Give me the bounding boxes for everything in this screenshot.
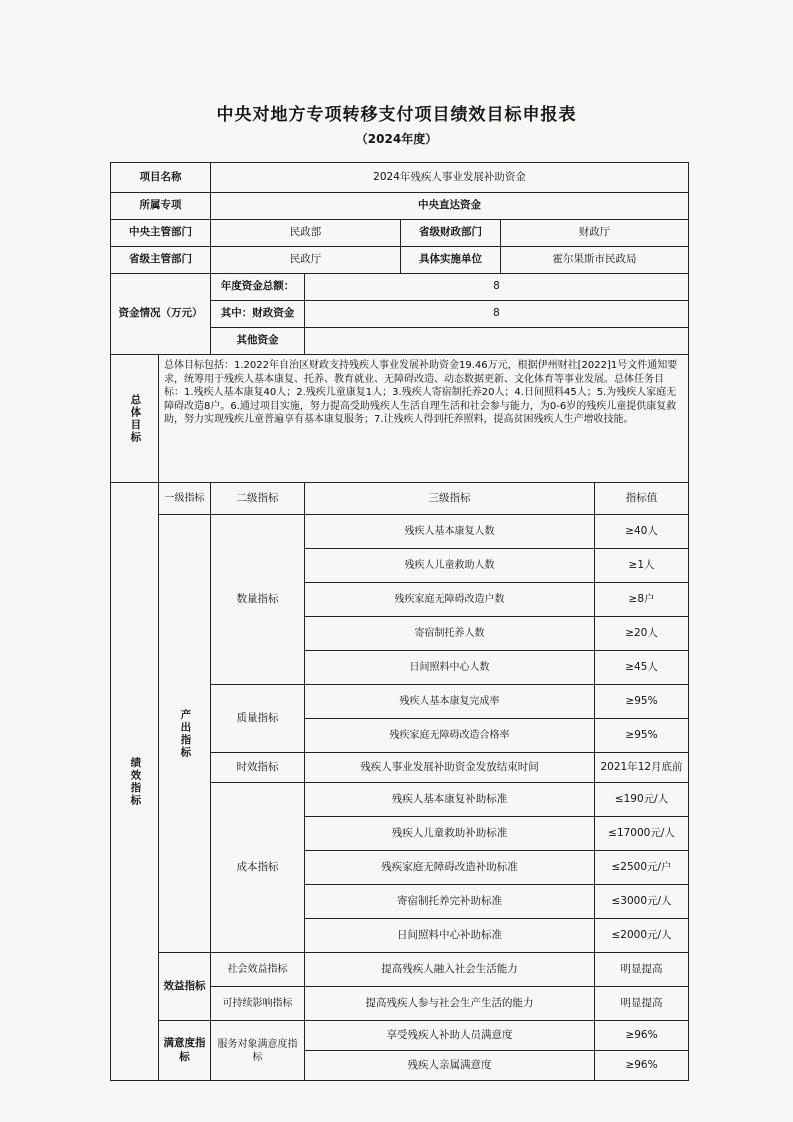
goal-label: 总体目标 <box>111 355 159 483</box>
indicator-name: 提高残疾人参与社会生产生活的能力 <box>305 987 595 1021</box>
indicators-label: 绩效指标 <box>111 483 159 1081</box>
central-dept-value: 民政部 <box>211 220 401 247</box>
table-row <box>111 515 689 549</box>
indicator-value: ≥96% <box>595 1021 689 1051</box>
funds-fiscal-label: 其中：财政资金 <box>211 301 305 328</box>
project-name-value: 2024年残疾人事业发展补助资金 <box>211 163 689 193</box>
indicator-name: 残疾家庭无障碍改造户数 <box>305 583 595 617</box>
indicator-value: 明显提高 <box>595 953 689 987</box>
goal-text: 总体目标包括：1.2022年自治区财政支持残疾人事业发展补助资金19.46万元，根据伊州财社[2022]1号文件通知要求，统筹用于残疾人基本康复、托养、教育就业、无障碍改造、动态数据更新、文化体育等事业发展。总体任务目标：1.残疾人基本康复40人；2.残疾儿童康复1人；3.残疾人寄宿制托养20人；4.日间照料45人；5.为残疾人家庭无障碍改造8户。6.通过项目实施，努力提高受助残疾人生活自理生活和社会参与能力，为0-6岁的残疾儿童提供康复救助，努力实现残疾儿童普遍享有基本康复服务；7.让残疾人得到托养照料，提高贫困残疾人生产增收技能。 <box>159 355 689 483</box>
indicator-name: 残疾人基本康复补助标准 <box>305 783 595 817</box>
quality-label: 质量指标 <box>211 685 305 753</box>
timeliness-label: 时效指标 <box>211 753 305 783</box>
indicator-name: 残疾家庭无障碍改造合格率 <box>305 719 595 753</box>
quantity-label: 数量指标 <box>211 515 305 685</box>
indicator-name: 寄宿制托养人数 <box>305 617 595 651</box>
funds-other-label: 其他资金 <box>211 328 305 355</box>
performance-target-table <box>110 162 689 1081</box>
central-dept-label: 中央主管部门 <box>111 220 211 247</box>
indicator-value: ≥40人 <box>595 515 689 549</box>
funds-other-value <box>305 328 689 355</box>
table-row <box>111 1021 689 1051</box>
row-special <box>111 193 689 220</box>
project-name-label: 项目名称 <box>111 163 211 193</box>
satisfaction-label: 满意度指标 <box>159 1021 211 1081</box>
row-funds-total <box>111 274 689 301</box>
indicator-name: 享受残疾人补助人员满意度 <box>305 1021 595 1051</box>
sustain-label: 可持续影响指标 <box>211 987 305 1021</box>
indicator-value: ≤17000元/人 <box>595 817 689 851</box>
page-subtitle-year: （2024年度） <box>355 132 438 146</box>
funds-label: 资金情况（万元） <box>111 274 211 355</box>
funds-total-value: 8 <box>305 274 689 301</box>
indicator-value: ≥95% <box>595 685 689 719</box>
col-value: 指标值 <box>595 483 689 515</box>
row-indicator-header <box>111 483 689 515</box>
indicator-name: 残疾人基本康复人数 <box>305 515 595 549</box>
indicator-value: ≤3000元/人 <box>595 885 689 919</box>
funds-fiscal-value: 8 <box>305 301 689 328</box>
indicator-name: 残疾家庭无障碍改造补助标准 <box>305 851 595 885</box>
indicator-name: 残疾人事业发展补助资金发放结束时间 <box>305 753 595 783</box>
benefit-label: 效益指标 <box>159 953 211 1021</box>
service-label: 服务对象满意度指标 <box>211 1021 305 1081</box>
indicator-value: ≥1人 <box>595 549 689 583</box>
col-level2: 二级指标 <box>211 483 305 515</box>
indicator-value: ≥8户 <box>595 583 689 617</box>
row-central-dept <box>111 220 689 247</box>
prov-dept-value: 民政厅 <box>211 247 401 274</box>
indicator-name: 日间照料中心补助标准 <box>305 919 595 953</box>
indicator-value: 明显提高 <box>595 987 689 1021</box>
indicator-name: 寄宿制托养完补助标准 <box>305 885 595 919</box>
indicator-value: ≤190元/人 <box>595 783 689 817</box>
social-label: 社会效益指标 <box>211 953 305 987</box>
indicator-value: ≥20人 <box>595 617 689 651</box>
indicator-name: 残疾人儿童救助补助标准 <box>305 817 595 851</box>
funds-total-label: 年度资金总额： <box>211 274 305 301</box>
col-level3: 三级指标 <box>305 483 595 515</box>
row-prov-dept <box>111 247 689 274</box>
indicator-value: ≤2000元/人 <box>595 919 689 953</box>
indicator-name: 残疾人亲属满意度 <box>305 1051 595 1081</box>
cost-label: 成本指标 <box>211 783 305 953</box>
page-title: 中央对地方专项转移支付项目绩效目标申报表 <box>216 105 577 125</box>
output-label: 产出指标 <box>159 515 211 953</box>
col-level1: 一级指标 <box>159 483 211 515</box>
special-label: 所属专项 <box>111 193 211 220</box>
indicator-name: 日间照料中心人数 <box>305 651 595 685</box>
prov-fin-value: 财政厅 <box>501 220 689 247</box>
prov-dept-label: 省级主管部门 <box>111 247 211 274</box>
indicator-name: 残疾人基本康复完成率 <box>305 685 595 719</box>
indicator-value: ≥45人 <box>595 651 689 685</box>
row-goal <box>111 355 689 483</box>
impl-unit-value: 霍尔果斯市民政局 <box>501 247 689 274</box>
indicator-value: ≥96% <box>595 1051 689 1081</box>
indicator-name: 提高残疾人融入社会生活能力 <box>305 953 595 987</box>
prov-fin-label: 省级财政部门 <box>401 220 501 247</box>
table-row <box>111 953 689 987</box>
indicator-value: ≥95% <box>595 719 689 753</box>
indicator-value: ≤2500元/户 <box>595 851 689 885</box>
row-project-name <box>111 163 689 193</box>
indicator-name: 残疾人儿童救助人数 <box>305 549 595 583</box>
indicator-value: 2021年12月底前 <box>595 753 689 783</box>
impl-unit-label: 具体实施单位 <box>401 247 501 274</box>
special-value: 中央直达资金 <box>211 193 689 220</box>
